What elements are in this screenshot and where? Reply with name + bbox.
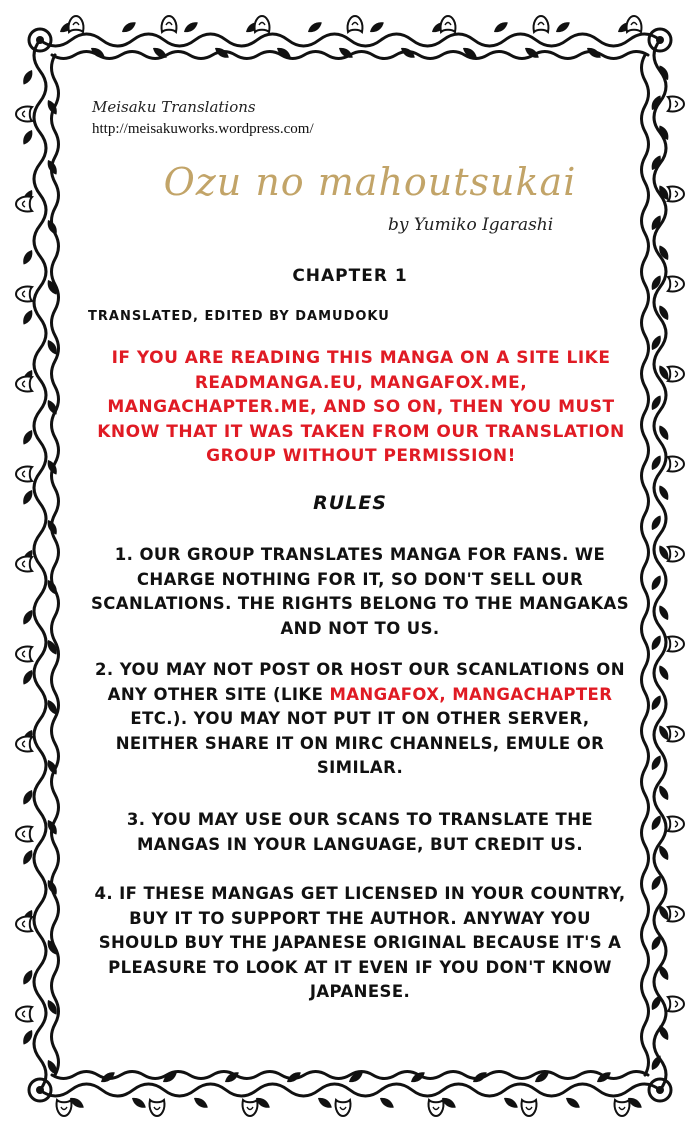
rule-2-text-end: ETC.). YOU MAY NOT PUT IT ON OTHER SERVER, NEITHER SHARE IT ON MIRC CHANNELS, EMULE OR SIMILAR. (115, 709, 605, 777)
rule-2-highlight: MANGAFOX, MANGACHAPTER (329, 684, 613, 704)
translator-credit: TRANSLATED, EDITED BY DAMUDOKU (88, 309, 390, 324)
manga-title: Ozu no mahoutsukai (163, 160, 577, 204)
rule-3: 3. YOU MAY USE OUR SCANS TO TRANSLATE THE MANGAS IN YOUR LANGUAGE, BUT CREDIT US. (126, 810, 594, 854)
rule-1: 1. OUR GROUP TRANSLATES MANGA FOR FANS. WE CHARGE NOTHING FOR IT, SO DON'T SELL OUR SCANLATIONS. THE RIGHTS BELONG TO THE MANGAKAS AND NOT TO US. (90, 545, 629, 638)
chapter-label: CHAPTER 1 (292, 266, 408, 286)
rules-heading: RULES (313, 492, 387, 514)
group-credit: Meisaku Translations (92, 98, 256, 116)
manga-author: by Yumiko Igarashi (388, 215, 554, 235)
rule-2-text-start: 2. YOU MAY NOT POST OR HOST OUR SCANLATIONS ON ANY OTHER SITE (LIKE (95, 660, 625, 704)
piracy-warning: IF YOU ARE READING THIS MANGA ON A SITE LIKE READMANGA.EU, MANGAFOX.ME, MANGACHAPTER.ME, AND SO ON, THEN YOU MUST KNOW THAT IT WAS TAKEN FROM OUR TRANSLATION GROUP WITHOUT PERMISSION! (97, 348, 625, 466)
group-url: http://meisakuworks.wordpress.com/ (92, 121, 314, 137)
rule-2 (90, 658, 630, 781)
rule-4: 4. IF THESE MANGAS GET LICENSED IN YOUR COUNTRY, BUY IT TO SUPPORT THE AUTHOR. ANYWAY YOU SHOULD BUY THE JAPANESE ORIGINAL BECAUSE IT'S A PLEASURE TO LOOK AT IT EVEN IF YOU DON'T KNOW JAPANESE. (94, 884, 626, 1001)
